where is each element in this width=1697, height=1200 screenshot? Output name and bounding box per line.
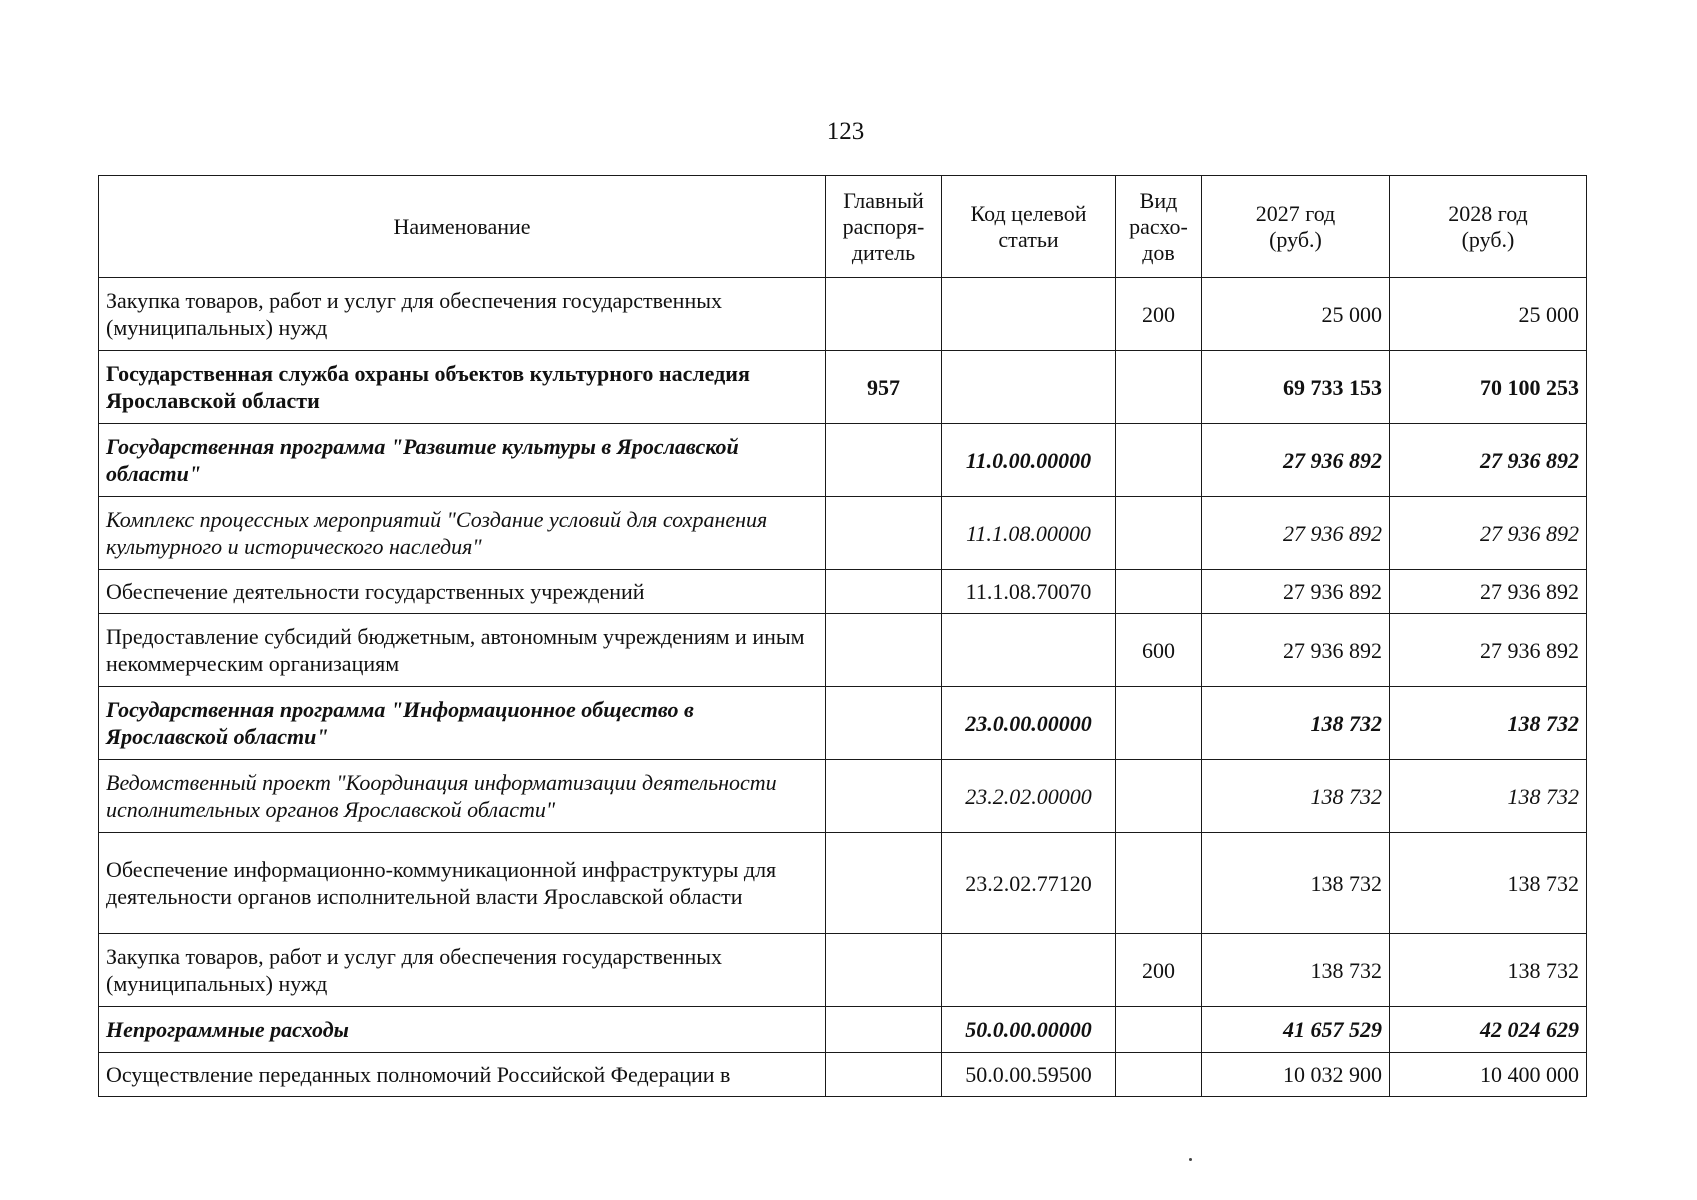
- table-body: [99, 278, 1587, 1097]
- table-row: [99, 1007, 1587, 1053]
- cell-type: [1116, 687, 1202, 760]
- cell-type: 200: [1116, 278, 1202, 351]
- cell-type: [1116, 833, 1202, 934]
- cell-manager: [826, 687, 942, 760]
- header-manager-label: Главный распоря-дитель: [842, 187, 925, 265]
- cell-name: Обеспечение деятельности государственных учреждений: [99, 570, 826, 614]
- cell-name: Предоставление субсидий бюджетным, автономным учреждениям и иным некоммерческим организациям: [99, 614, 826, 687]
- cell-2027: 27 936 892: [1202, 614, 1390, 687]
- cell-code: 50.0.00.59500: [942, 1053, 1116, 1097]
- cell-2027: 138 732: [1202, 760, 1390, 833]
- cell-manager: 957: [826, 351, 942, 424]
- cell-code: 23.0.00.00000: [942, 687, 1116, 760]
- table-row: [99, 934, 1587, 1007]
- cell-type: [1116, 497, 1202, 570]
- cell-2027: 25 000: [1202, 278, 1390, 351]
- cell-name: Закупка товаров, работ и услуг для обеспечения государственных (муниципальных) нужд: [99, 278, 826, 351]
- table-header-row: [99, 176, 1587, 278]
- cell-name: Осуществление переданных полномочий Российской Федерации в: [99, 1053, 826, 1097]
- scan-speck: [1189, 1158, 1192, 1161]
- cell-2027: 138 732: [1202, 833, 1390, 934]
- cell-manager: [826, 1007, 942, 1053]
- table-row: [99, 833, 1587, 934]
- cell-2028: 42 024 629: [1390, 1007, 1587, 1053]
- budget-table: [98, 175, 1587, 1097]
- header-target-code-label: Код целевой статьи: [970, 200, 1087, 252]
- cell-2028: 27 936 892: [1390, 424, 1587, 497]
- cell-code: 11.1.08.00000: [942, 497, 1116, 570]
- cell-manager: [826, 278, 942, 351]
- header-target-code: [942, 176, 1116, 278]
- cell-name: Ведомственный проект "Координация информатизации деятельности исполнительных органов Ярославской области": [99, 760, 826, 833]
- cell-name: Государственная программа "Информационное общество в Ярославской области": [99, 687, 826, 760]
- cell-type: [1116, 424, 1202, 497]
- table-row: [99, 497, 1587, 570]
- cell-type: 600: [1116, 614, 1202, 687]
- cell-manager: [826, 934, 942, 1007]
- cell-manager: [826, 760, 942, 833]
- cell-type: [1116, 351, 1202, 424]
- cell-manager: [826, 497, 942, 570]
- cell-manager: [826, 614, 942, 687]
- table-row: [99, 687, 1587, 760]
- cell-2027: 69 733 153: [1202, 351, 1390, 424]
- cell-manager: [826, 1053, 942, 1097]
- cell-type: [1116, 1053, 1202, 1097]
- header-year-2028-label: 2028 год (руб.): [1448, 200, 1528, 252]
- cell-2027: 41 657 529: [1202, 1007, 1390, 1053]
- header-year-2027-label: 2027 год (руб.): [1255, 200, 1336, 252]
- cell-2028: 10 400 000: [1390, 1053, 1587, 1097]
- header-year-2028: [1390, 176, 1587, 278]
- cell-2027: 138 732: [1202, 687, 1390, 760]
- cell-code: [942, 614, 1116, 687]
- cell-2027: 10 032 900: [1202, 1053, 1390, 1097]
- cell-code: 23.2.02.00000: [942, 760, 1116, 833]
- cell-manager: [826, 424, 942, 497]
- header-expense-type-label: Вид расхо-дов: [1129, 187, 1188, 265]
- header-manager: [826, 176, 942, 278]
- cell-2028: 138 732: [1390, 687, 1587, 760]
- table-row: [99, 351, 1587, 424]
- cell-name: Комплекс процессных мероприятий "Создание условий для сохранения культурного и исторического наследия": [99, 497, 826, 570]
- cell-code: 23.2.02.77120: [942, 833, 1116, 934]
- header-expense-type: [1116, 176, 1202, 278]
- cell-code: 11.0.00.00000: [942, 424, 1116, 497]
- table-row: [99, 424, 1587, 497]
- cell-type: 200: [1116, 934, 1202, 1007]
- table-row: [99, 1053, 1587, 1097]
- cell-code: 11.1.08.70070: [942, 570, 1116, 614]
- cell-2028: 70 100 253: [1390, 351, 1587, 424]
- cell-2027: 27 936 892: [1202, 424, 1390, 497]
- cell-manager: [826, 570, 942, 614]
- table-row: [99, 760, 1587, 833]
- header-name: Наименование: [99, 176, 826, 278]
- cell-code: 50.0.00.00000: [942, 1007, 1116, 1053]
- cell-2027: 138 732: [1202, 934, 1390, 1007]
- cell-2028: 138 732: [1390, 934, 1587, 1007]
- cell-2028: 27 936 892: [1390, 497, 1587, 570]
- cell-name: Государственная служба охраны объектов культурного наследия Ярославской области: [99, 351, 826, 424]
- cell-code: [942, 934, 1116, 1007]
- cell-2028: 25 000: [1390, 278, 1587, 351]
- table-row: [99, 570, 1587, 614]
- cell-code: [942, 278, 1116, 351]
- cell-2028: 138 732: [1390, 833, 1587, 934]
- cell-2027: 27 936 892: [1202, 497, 1390, 570]
- cell-type: [1116, 1007, 1202, 1053]
- header-year-2027: [1202, 176, 1390, 278]
- cell-name: Непрограммные расходы: [99, 1007, 826, 1053]
- cell-2027: 27 936 892: [1202, 570, 1390, 614]
- cell-2028: 138 732: [1390, 760, 1587, 833]
- cell-type: [1116, 760, 1202, 833]
- cell-name: Государственная программа "Развитие культуры в Ярославской области": [99, 424, 826, 497]
- table-row: [99, 614, 1587, 687]
- cell-manager: [826, 833, 942, 934]
- cell-name: Обеспечение информационно-коммуникационной инфраструктуры для деятельности органов исполнительной власти Ярославской области: [99, 833, 826, 934]
- cell-type: [1116, 570, 1202, 614]
- cell-2028: 27 936 892: [1390, 614, 1587, 687]
- cell-code: [942, 351, 1116, 424]
- table-row: [99, 278, 1587, 351]
- cell-name: Закупка товаров, работ и услуг для обеспечения государственных (муниципальных) нужд: [99, 934, 826, 1007]
- page-number: 123: [826, 118, 865, 145]
- cell-2028: 27 936 892: [1390, 570, 1587, 614]
